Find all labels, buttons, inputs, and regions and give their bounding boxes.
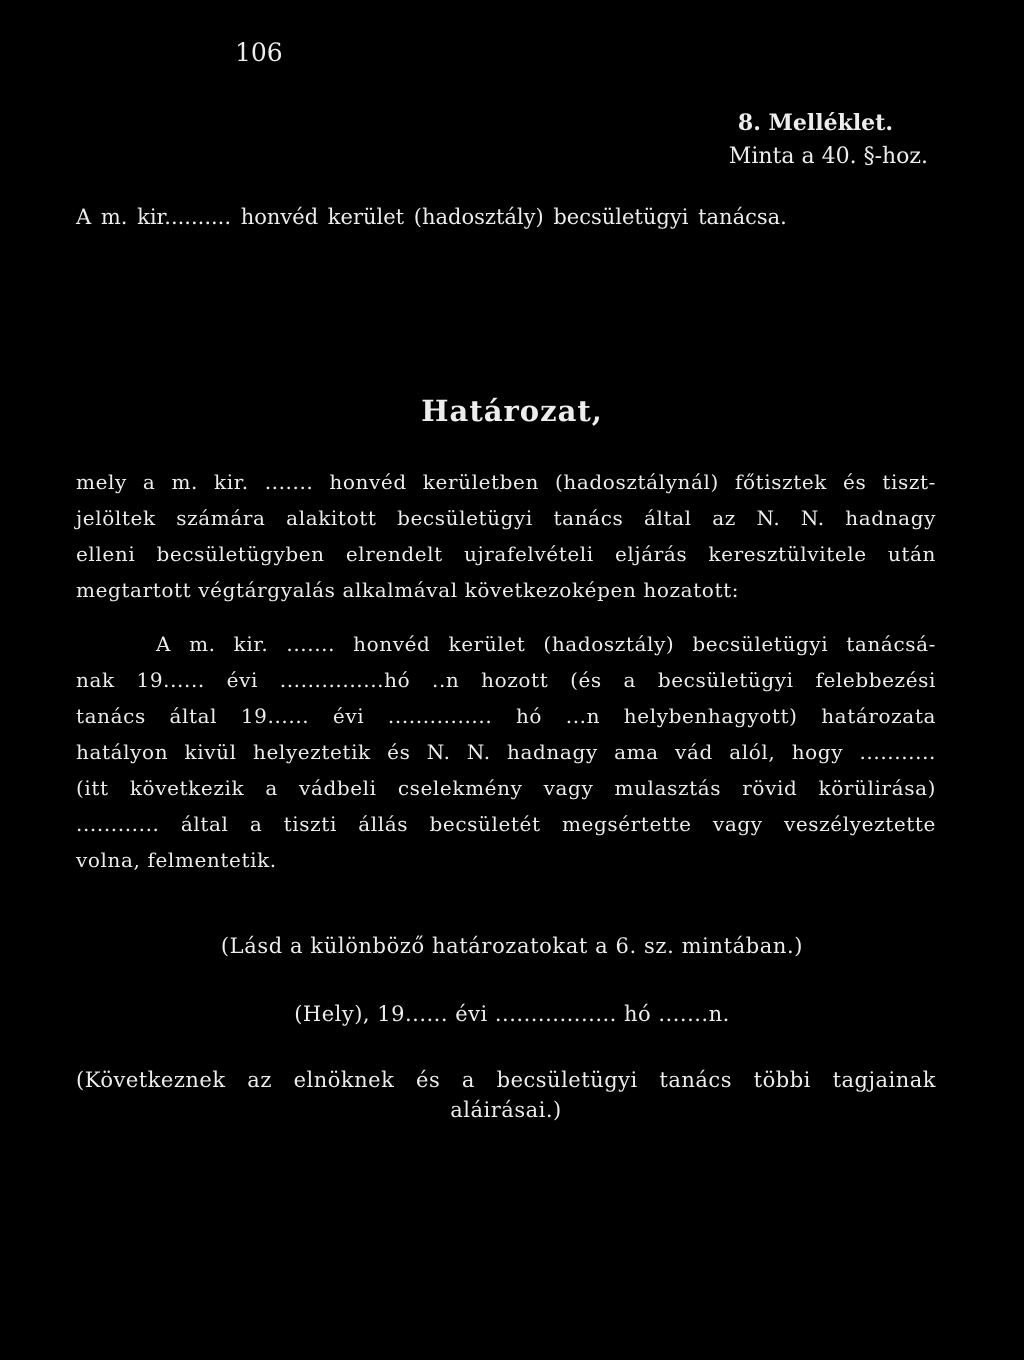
signatures-line: aláirásai.)	[450, 1098, 562, 1122]
paragraph-line: A m. kir. ....... honvéd kerület (hadosztály) becsületügyi tanácsá-	[156, 632, 936, 656]
paragraph-line: tanács által 19...... évi ............... hó ...n helybenhagyott) határozata	[76, 704, 936, 728]
signatures-line: (Következnek az elnöknek és a becsületügyi tanács többi tagjainak	[76, 1068, 936, 1092]
paragraph-line: nak 19...... évi ...............hó ..n hozott (és a becsületügyi felebbezési	[76, 668, 936, 692]
page-number: 106	[235, 38, 283, 67]
appendix-label: 8. Melléklet.	[737, 110, 893, 136]
place-date-line: (Hely), 19...... évi ................. hó .......n.	[294, 1002, 730, 1026]
court-heading: A m. kir.......... honvéd kerület (hadosztály) becsületügyi tanácsa.	[76, 205, 787, 229]
paragraph-line: hatályon kivül helyeztetik és N. N. hadnagy ama vád alól, hogy ...........	[76, 740, 936, 764]
paragraph-line: volna, felmentetik.	[76, 848, 277, 872]
document-title: Határozat,	[421, 394, 603, 428]
paragraph-line: megtartott végtárgyalás alkalmával következoképen hozatott:	[76, 578, 740, 602]
paragraph-line: (itt következik a vádbeli cselekmény vagy mulasztás rövid körülirása)	[76, 776, 936, 800]
reference-note: (Lásd a különböző határozatokat a 6. sz. mintában.)	[220, 934, 804, 958]
resolution-intro-paragraph	[76, 470, 936, 614]
paragraph-line: elleni becsületügyben elrendelt ujrafelvételi eljárás keresztülvitele után	[76, 542, 936, 566]
resolution-body-paragraph	[76, 632, 936, 884]
paragraph-line: ............ által a tiszti állás becsületét megsértette vagy veszélyeztette	[76, 812, 936, 836]
sample-reference: Minta a 40. §-hoz.	[728, 144, 928, 169]
paragraph-line: jelöltek számára alakitott becsületügyi tanács által az N. N. hadnagy	[76, 506, 936, 530]
paragraph-line: mely a m. kir. ....... honvéd kerületben (hadosztálynál) főtisztek és tiszt-	[76, 470, 936, 494]
signatures-note	[76, 1068, 936, 1128]
